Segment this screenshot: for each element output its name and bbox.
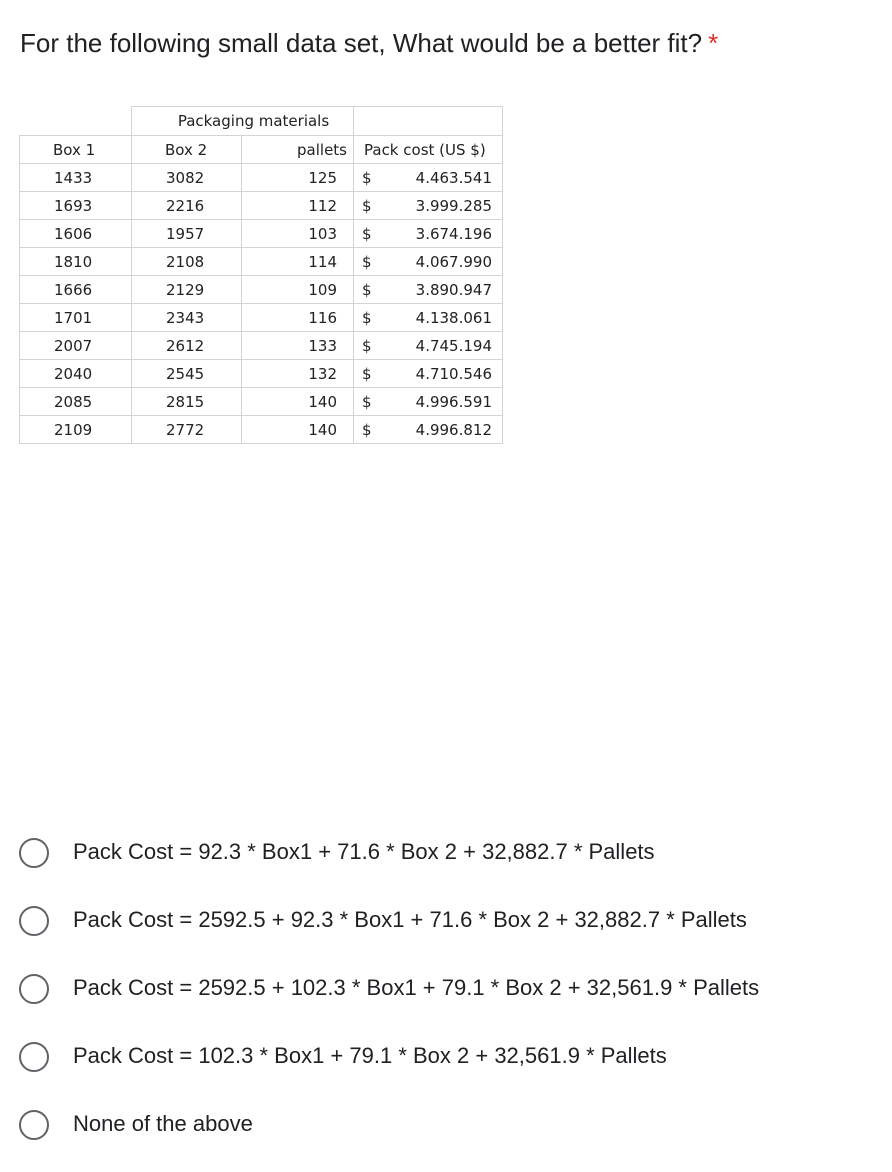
option-label[interactable]: Pack Cost = 2592.5 + 92.3 * Box1 + 71.6 * Box 2 + 32,882.7 * Pallets [73,907,747,932]
table-row [20,332,503,360]
cell-box2: 2108 [132,248,242,276]
table-row [20,304,503,332]
cell-currency: $ [354,192,394,220]
column-header-pack-cost: Pack cost (US $) [354,136,503,164]
cell-pallets: 114 [242,248,354,276]
cell-pack-cost: 3.999.285 [394,192,503,220]
radio-button[interactable] [19,1110,49,1140]
answer-option[interactable] [19,1036,879,1104]
column-header-row [20,136,503,164]
cell-box2: 1957 [132,220,242,248]
cell-pack-cost: 4.710.546 [394,360,503,388]
cell-box2: 3082 [132,164,242,192]
cell-pack-cost: 4.138.061 [394,304,503,332]
cell-pallets: 109 [242,276,354,304]
question-text: For the following small data set, What would be a better fit? [20,28,703,58]
column-header-pallets: pallets [242,136,354,164]
answer-options [19,832,879,1172]
table-row [20,192,503,220]
column-header-box1: Box 1 [20,136,132,164]
cell-pallets: 133 [242,332,354,360]
answer-option[interactable] [19,900,879,968]
answer-option[interactable] [19,968,879,1036]
data-table-image [19,106,502,442]
cell-currency: $ [354,276,394,304]
option-label[interactable]: Pack Cost = 92.3 * Box1 + 71.6 * Box 2 + 32,882.7 * Pallets [73,839,655,864]
data-table [19,106,503,444]
cell-box1: 2040 [20,360,132,388]
answer-option[interactable] [19,832,879,900]
cell-box2: 2216 [132,192,242,220]
table-row [20,276,503,304]
empty-cell [20,107,132,136]
empty-cell [354,107,503,136]
option-label[interactable]: None of the above [73,1111,253,1136]
cell-currency: $ [354,388,394,416]
column-header-box2: Box 2 [132,136,242,164]
cell-box1: 1433 [20,164,132,192]
cell-currency: $ [354,360,394,388]
cell-box2: 2545 [132,360,242,388]
option-label[interactable]: Pack Cost = 2592.5 + 102.3 * Box1 + 79.1 * Box 2 + 32,561.9 * Pallets [73,975,760,1000]
cell-currency: $ [354,332,394,360]
table-row [20,388,503,416]
radio-button[interactable] [19,1042,49,1072]
cell-pallets: 140 [242,388,354,416]
cell-box1: 1701 [20,304,132,332]
cell-pallets: 132 [242,360,354,388]
cell-pack-cost: 3.890.947 [394,276,503,304]
cell-box2: 2772 [132,416,242,444]
table-row [20,220,503,248]
group-header: Packaging materials [132,107,354,136]
cell-currency: $ [354,304,394,332]
cell-pack-cost: 4.996.812 [394,416,503,444]
cell-box1: 1810 [20,248,132,276]
group-header-row [20,107,503,136]
cell-box2: 2815 [132,388,242,416]
cell-box1: 1666 [20,276,132,304]
cell-pallets: 112 [242,192,354,220]
cell-pack-cost: 3.674.196 [394,220,503,248]
question-title [20,26,718,60]
cell-pack-cost: 4.745.194 [394,332,503,360]
cell-box1: 1606 [20,220,132,248]
cell-box1: 2007 [20,332,132,360]
cell-pallets: 103 [242,220,354,248]
cell-pallets: 140 [242,416,354,444]
cell-currency: $ [354,416,394,444]
cell-box2: 2129 [132,276,242,304]
answer-option[interactable] [19,1104,879,1172]
cell-pallets: 116 [242,304,354,332]
radio-button[interactable] [19,974,49,1004]
cell-pack-cost: 4.463.541 [394,164,503,192]
cell-box1: 2085 [20,388,132,416]
cell-pack-cost: 4.996.591 [394,388,503,416]
table-row [20,360,503,388]
cell-box1: 1693 [20,192,132,220]
cell-currency: $ [354,164,394,192]
table-row [20,416,503,444]
required-marker: * [708,28,719,58]
cell-box2: 2343 [132,304,242,332]
radio-button[interactable] [19,838,49,868]
radio-button[interactable] [19,906,49,936]
option-label[interactable]: Pack Cost = 102.3 * Box1 + 79.1 * Box 2 + 32,561.9 * Pallets [73,1043,667,1068]
cell-box2: 2612 [132,332,242,360]
table-row [20,164,503,192]
cell-currency: $ [354,220,394,248]
table-row [20,248,503,276]
cell-pallets: 125 [242,164,354,192]
cell-pack-cost: 4.067.990 [394,248,503,276]
cell-currency: $ [354,248,394,276]
cell-box1: 2109 [20,416,132,444]
